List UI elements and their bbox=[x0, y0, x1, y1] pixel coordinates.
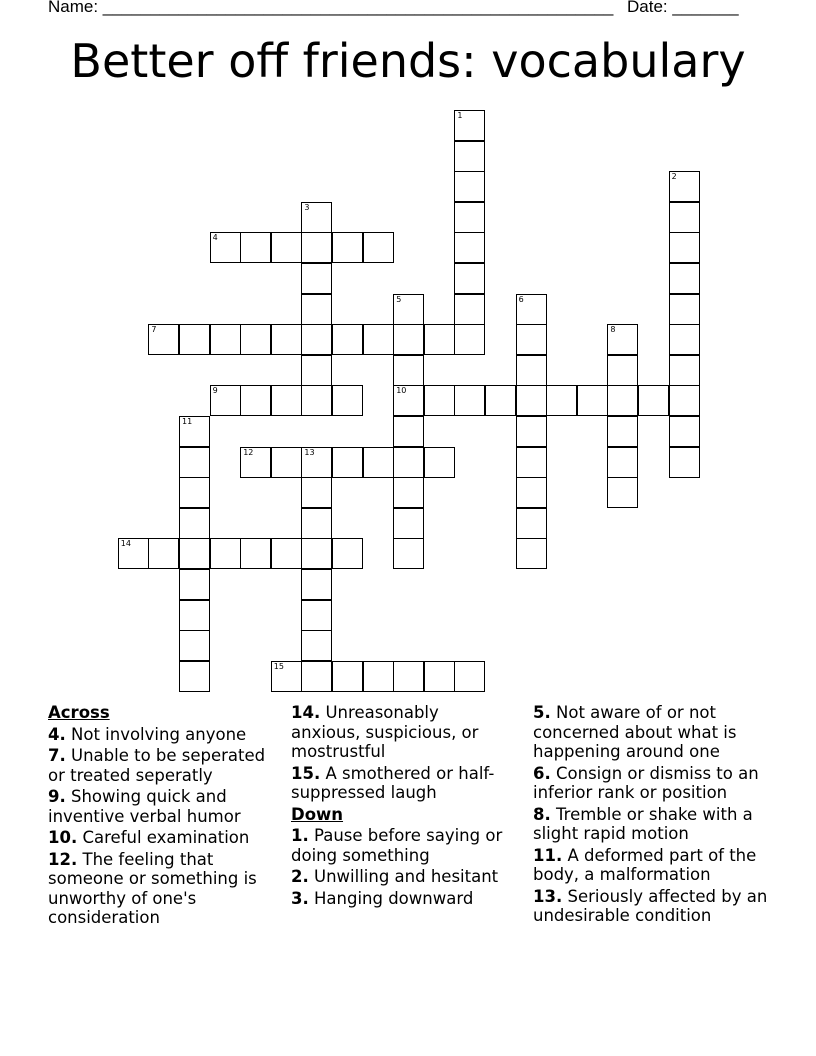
down-heading: Down bbox=[291, 804, 344, 824]
clue-number: 5 bbox=[396, 294, 402, 304]
grid-cell[interactable] bbox=[363, 232, 394, 263]
grid-cell[interactable] bbox=[516, 355, 547, 386]
grid-cell[interactable] bbox=[516, 416, 547, 447]
clue-number: 8 bbox=[610, 325, 616, 335]
grid-cell[interactable] bbox=[669, 324, 700, 355]
clue-across-15: 15. A smothered or half-suppressed laugh bbox=[291, 763, 495, 802]
grid-cell[interactable] bbox=[454, 263, 485, 294]
grid-cell[interactable] bbox=[240, 385, 271, 416]
clue-number: 3 bbox=[304, 202, 310, 212]
grid-cell[interactable] bbox=[607, 477, 638, 508]
grid-cell[interactable] bbox=[516, 508, 547, 539]
grid-cell[interactable] bbox=[179, 661, 210, 692]
grid-cell[interactable] bbox=[393, 355, 424, 386]
grid-cell[interactable] bbox=[393, 538, 424, 569]
grid-cell[interactable] bbox=[454, 202, 485, 233]
date-field[interactable]: Date: _______ bbox=[627, 0, 739, 16]
grid-cell[interactable] bbox=[301, 294, 332, 325]
grid-cell[interactable] bbox=[669, 232, 700, 263]
grid-cell[interactable] bbox=[179, 477, 210, 508]
grid-cell[interactable] bbox=[179, 416, 210, 447]
grid-cell[interactable] bbox=[516, 447, 547, 478]
grid-cell[interactable] bbox=[424, 661, 455, 692]
clue-down-3: 3. Hanging downward bbox=[291, 888, 474, 908]
grid-cell[interactable] bbox=[485, 385, 516, 416]
clue-down-1: 1. Pause before saying or doing something bbox=[291, 826, 503, 865]
grid-cell[interactable] bbox=[118, 538, 149, 569]
grid-cell[interactable] bbox=[148, 324, 179, 355]
grid-cell[interactable] bbox=[332, 385, 363, 416]
grid-cell[interactable] bbox=[454, 385, 485, 416]
grid-cell[interactable] bbox=[454, 324, 485, 355]
grid-cell[interactable] bbox=[210, 385, 241, 416]
grid-cell[interactable] bbox=[363, 447, 394, 478]
grid-cell[interactable] bbox=[607, 324, 638, 355]
grid-cell[interactable] bbox=[454, 294, 485, 325]
grid-cell[interactable] bbox=[454, 171, 485, 202]
grid-cell[interactable] bbox=[577, 385, 608, 416]
grid-cell[interactable] bbox=[301, 385, 332, 416]
grid-cell[interactable] bbox=[301, 508, 332, 539]
grid-cell[interactable] bbox=[271, 538, 302, 569]
name-field[interactable]: Name: ______________________________________________________ bbox=[48, 0, 614, 16]
clue-across-10: 10. Careful examination bbox=[48, 828, 250, 847]
grid-cell[interactable] bbox=[301, 202, 332, 233]
grid-cell[interactable] bbox=[393, 385, 424, 416]
grid-cell[interactable] bbox=[332, 447, 363, 478]
grid-cell[interactable] bbox=[607, 355, 638, 386]
grid-cell[interactable] bbox=[454, 232, 485, 263]
clue-across-12: 12. The feeling that someone or something is unworthy of one's consideration bbox=[48, 849, 257, 927]
grid-cell[interactable] bbox=[240, 447, 271, 478]
grid-cell[interactable] bbox=[179, 324, 210, 355]
clue-down-2: 2. Unwilling and hesitant bbox=[291, 867, 499, 886]
grid-cell[interactable] bbox=[393, 447, 424, 478]
clue-number: 6 bbox=[518, 294, 524, 304]
grid-cell[interactable] bbox=[301, 263, 332, 294]
clue-across-9: 9. Showing quick and inventive verbal humor bbox=[48, 787, 241, 826]
clue-number: 4 bbox=[212, 233, 218, 243]
grid-cell[interactable] bbox=[301, 600, 332, 631]
grid-cell[interactable] bbox=[669, 416, 700, 447]
grid-cell[interactable] bbox=[516, 294, 547, 325]
grid-cell[interactable] bbox=[638, 385, 669, 416]
grid-cell[interactable] bbox=[669, 202, 700, 233]
grid-cell[interactable] bbox=[363, 661, 394, 692]
clue-across-4: 4. Not involving anyone bbox=[48, 724, 247, 744]
grid-cell[interactable] bbox=[454, 661, 485, 692]
grid-cell[interactable] bbox=[210, 232, 241, 263]
grid-cell[interactable] bbox=[393, 661, 424, 692]
clue-down-13: 13. Seriously affected by an undesirable condition bbox=[533, 886, 768, 925]
clue-number: 13 bbox=[304, 447, 315, 457]
grid-cell[interactable] bbox=[393, 477, 424, 508]
grid-cell[interactable] bbox=[393, 508, 424, 539]
page-title: Better off friends: vocabulary bbox=[70, 34, 746, 88]
grid-cell[interactable] bbox=[271, 661, 302, 692]
clue-number: 11 bbox=[182, 417, 193, 426]
grid-cell[interactable] bbox=[271, 447, 302, 478]
grid-cell[interactable] bbox=[210, 538, 241, 569]
clue-across-7: 7. Unable to be seperated or treated seperatly bbox=[48, 746, 266, 785]
grid-cell[interactable] bbox=[332, 324, 363, 355]
grid-cell[interactable] bbox=[301, 447, 332, 478]
grid-cell[interactable] bbox=[179, 600, 210, 631]
grid-cell[interactable] bbox=[301, 538, 332, 569]
grid-cell[interactable] bbox=[546, 385, 577, 416]
grid-cell[interactable] bbox=[301, 477, 332, 508]
clue-down-5: 5. Not aware of or not concerned about what is happening around one bbox=[533, 703, 737, 761]
grid-cell[interactable] bbox=[516, 477, 547, 508]
grid-cell[interactable] bbox=[271, 324, 302, 355]
grid-cell[interactable] bbox=[516, 385, 547, 416]
grid-cell[interactable] bbox=[301, 661, 332, 692]
clue-number: 7 bbox=[151, 325, 157, 335]
grid-cell[interactable] bbox=[332, 538, 363, 569]
grid-cell[interactable] bbox=[516, 538, 547, 569]
grid-cell[interactable] bbox=[669, 263, 700, 294]
grid-cell[interactable] bbox=[148, 538, 179, 569]
grid-cell[interactable] bbox=[240, 538, 271, 569]
grid-cell[interactable] bbox=[669, 447, 700, 478]
grid-cell[interactable] bbox=[179, 447, 210, 478]
clue-number: 9 bbox=[212, 386, 218, 396]
grid-cell[interactable] bbox=[393, 416, 424, 447]
clue-number: 2 bbox=[671, 172, 677, 182]
grid-cell[interactable] bbox=[301, 355, 332, 386]
grid-cell[interactable] bbox=[607, 385, 638, 416]
clue-across-14: 14. Unreasonably anxious, suspicious, or mostrustful bbox=[291, 703, 479, 761]
grid-cell[interactable] bbox=[607, 416, 638, 447]
clue-number: 14 bbox=[120, 539, 131, 549]
clue-number: 15 bbox=[273, 661, 284, 671]
clue-number: 10 bbox=[396, 386, 407, 396]
grid-cell[interactable] bbox=[669, 171, 700, 202]
grid-cell[interactable] bbox=[454, 141, 485, 172]
grid-cell[interactable] bbox=[271, 232, 302, 263]
grid-cell[interactable] bbox=[210, 324, 241, 355]
grid-cell[interactable] bbox=[424, 447, 455, 478]
grid-cell[interactable] bbox=[240, 232, 271, 263]
grid-cell[interactable] bbox=[454, 110, 485, 141]
grid-cell[interactable] bbox=[301, 324, 332, 355]
clue-down-11: 11. A deformed part of the body, a malformation bbox=[533, 845, 757, 884]
grid-cell[interactable] bbox=[424, 324, 455, 355]
grid-cell[interactable] bbox=[393, 294, 424, 325]
grid-cell[interactable] bbox=[301, 232, 332, 263]
clue-number: 12 bbox=[243, 447, 254, 457]
grid-cell[interactable] bbox=[301, 569, 332, 600]
grid-cell[interactable] bbox=[669, 355, 700, 386]
grid-cell[interactable] bbox=[363, 324, 394, 355]
grid-cell[interactable] bbox=[424, 385, 455, 416]
grid-cell[interactable] bbox=[179, 508, 210, 539]
clue-down-8: 8. Tremble or shake with a slight rapid motion bbox=[533, 804, 753, 843]
grid-cell[interactable] bbox=[607, 447, 638, 478]
grid-cell[interactable] bbox=[516, 324, 547, 355]
grid-cell[interactable] bbox=[332, 232, 363, 263]
grid-cell[interactable] bbox=[240, 324, 271, 355]
clue-number: 1 bbox=[457, 111, 463, 120]
across-heading: Across bbox=[48, 703, 110, 722]
clue-down-6: 6. Consign or dismiss to an inferior rank or position bbox=[533, 763, 759, 802]
clue-column-1 bbox=[48, 703, 273, 930]
grid-cell[interactable] bbox=[271, 385, 302, 416]
grid-cell[interactable] bbox=[301, 630, 332, 661]
clue-column-2 bbox=[291, 703, 506, 910]
grid-cell[interactable] bbox=[669, 385, 700, 416]
grid-cell[interactable] bbox=[332, 661, 363, 692]
grid-cell[interactable] bbox=[393, 324, 424, 355]
grid-cell[interactable] bbox=[179, 569, 210, 600]
grid-cell[interactable] bbox=[669, 294, 700, 325]
grid-cell[interactable] bbox=[179, 538, 210, 569]
grid-cell[interactable] bbox=[179, 630, 210, 661]
clue-column-3 bbox=[533, 703, 773, 928]
